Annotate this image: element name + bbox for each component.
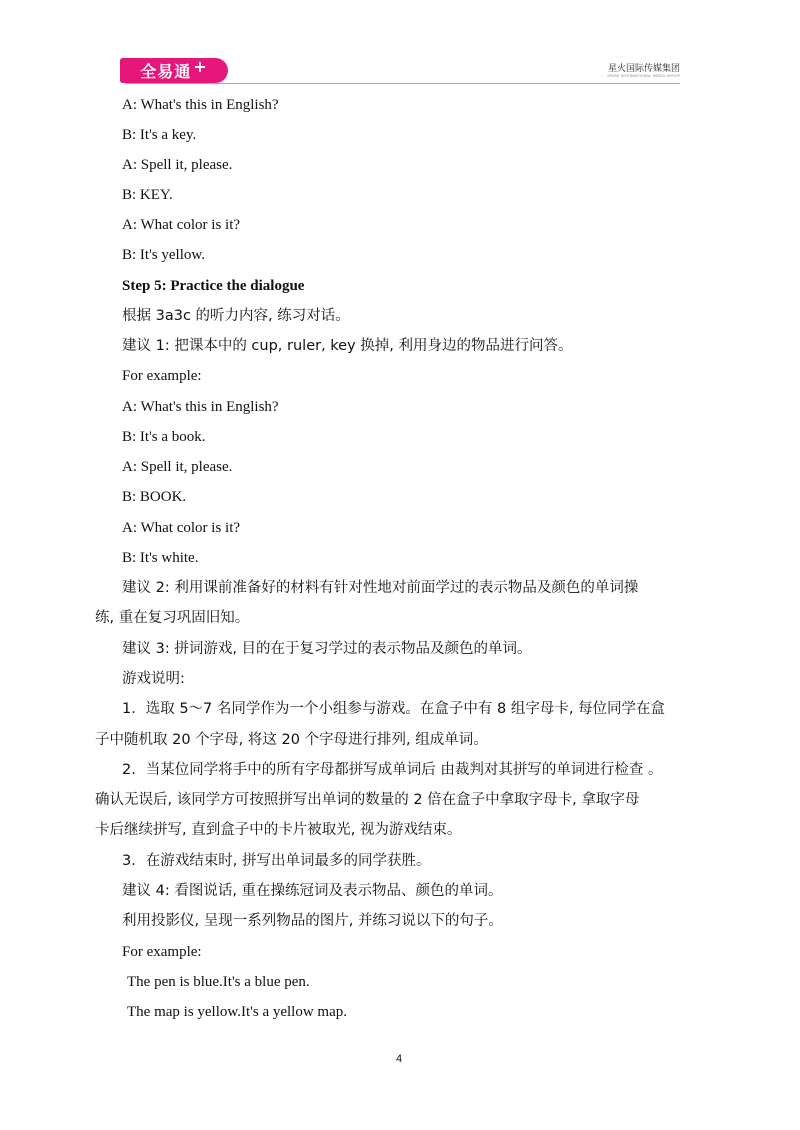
text-line: 卡后继续拼写, 直到盒子中的卡片被取光, 视为游戏结束。 xyxy=(95,822,462,838)
publisher-name: 星火国际传媒集团 xyxy=(607,64,680,74)
logo-plus: + xyxy=(193,57,208,76)
text-line: 3．在游戏结束时, 拼写出单词最多的同学获胜。 xyxy=(122,853,431,869)
text-line: 1．选取 5～7 名同学作为一个小组参与游戏。在盒子中有 8 组字母卡, 每位同学在盒 xyxy=(122,701,666,717)
text-line: A: Spell it, please. xyxy=(122,157,233,173)
text-line: A: What's this in English? xyxy=(122,399,279,415)
text-line: A: What color is it? xyxy=(122,217,241,233)
text-line: 建议 3: 拼词游戏, 目的在于复习学过的表示物品及颜色的单词。 xyxy=(122,641,532,657)
logo-text: 全易通 xyxy=(140,62,192,81)
text-line: For example: xyxy=(122,944,202,960)
text-line: B: It's a key. xyxy=(122,127,197,143)
text-line: For example: xyxy=(122,368,202,384)
text-line: 建议 2: 利用课前准备好的材料有针对性地对前面学过的表示物品及颜色的单词操 xyxy=(122,580,639,596)
text-line: B: BOOK. xyxy=(122,489,187,505)
header-divider xyxy=(125,83,680,84)
text-line: A: What's this in English? xyxy=(122,97,279,113)
text-line: B: It's white. xyxy=(122,550,199,566)
text-line: A: Spell it, please. xyxy=(122,459,233,475)
text-line: The pen is blue.It's a blue pen. xyxy=(127,974,310,990)
text-line: 子中随机取 20 个字母, 将这 20 个字母进行排列, 组成单词。 xyxy=(95,732,488,748)
text-line: 2．当某位同学将手中的所有字母都拼写成单词后 由裁判对其拼写的单词进行检查 。 xyxy=(122,762,663,778)
section-heading: Step 5: Practice the dialogue xyxy=(122,278,305,294)
text-line: 根据 3a3c 的听力内容, 练习对话。 xyxy=(122,308,350,324)
text-line: The map is yellow.It's a yellow map. xyxy=(127,1004,348,1020)
publisher-brand xyxy=(607,64,680,79)
text-line: A: What color is it? xyxy=(122,520,241,536)
text-line: 确认无误后, 该同学方可按照拼写出单词的数量的 2 倍在盒子中拿取字母卡, 拿取字母 xyxy=(95,792,640,808)
text-line: 建议 4: 看图说话, 重在操练冠词及表示物品、颜色的单词。 xyxy=(122,883,503,899)
text-line: B: It's yellow. xyxy=(122,247,205,263)
text-line: B: It's a book. xyxy=(122,429,206,445)
text-line: 练, 重在复习巩固旧知。 xyxy=(95,610,250,626)
text-line: 利用投影仪, 呈现一系列物品的图片, 并练习说以下的句子。 xyxy=(122,913,503,929)
brand-logo xyxy=(120,58,228,83)
page-header xyxy=(95,56,680,86)
text-line: B: KEY. xyxy=(122,187,173,203)
page-number: 4 xyxy=(396,1053,403,1065)
publisher-subtitle: SPARK INTERNATIONAL MEDIA GROUP xyxy=(607,74,680,78)
text-line: 游戏说明: xyxy=(122,671,185,687)
text-line: 建议 1: 把课本中的 cup, ruler, key 换掉, 利用身边的物品进行问答。 xyxy=(122,338,573,354)
